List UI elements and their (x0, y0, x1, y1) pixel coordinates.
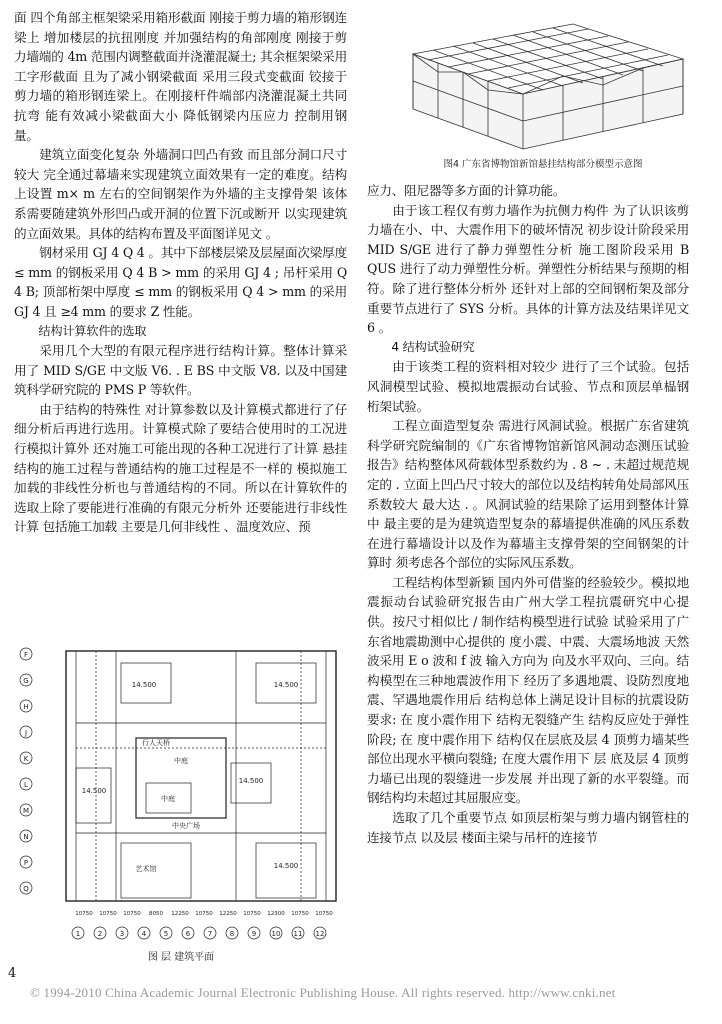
dimension-label: 10750 (123, 911, 141, 917)
dimension-label: 10750 (195, 911, 213, 917)
dimension-label: 12250 (171, 911, 189, 917)
column-axis-label: 5 (163, 930, 169, 938)
column-axis-label: 9 (251, 930, 257, 938)
paragraph: 工程结构体型新颖 国内外可借鉴的经验较少。模拟地震振动台试验研究报告由广州大学工程抗震研究中心提供。按尺寸相似比 / 制作结构模型进行试验 试验采用了广东省地震勘测中心提供的 度小震、中震、大震场地波 天然波采用 E o 波和 f 波 输入方向为 向及水平双向、三向。结构模型在三种地震波作用下 经历了多遇地震、设防烈度地震、罕遇地震作用后 结构总体上满足设计目标的抗震设防要求: 在 度小震作用下 结构无裂缝产生 结构反应处于弹性阶段; 在 度中震作用下 结构仅在层底及层 4 顶剪力墙某些部位出现水平横向裂缝; 在度大震作用下 层 底及层 4 顶剪力墙已出现的裂缝进一步发展 并出现了新的水平裂缝。而钢结构均未超过其屈服应变。 (367, 574, 689, 806)
row-axis-label: Q (23, 885, 29, 893)
paragraph: 面 四个角部主框架梁采用箱形截面 刚接于剪力墙的箱形钢连梁上 增加楼层的抗扭刚度 并加强结构的角部刚度 刚接于剪力墙端的 4m 范围内调整截面并浇灌混凝土; 其余框架梁采用工字形截面 且为了减小钢梁截面 采用三段式变截面 铰接于剪力墙的箱形钢连梁上。在刚接杆件端部内浇灌混凝土共同抗弯 能有效减小梁截面大小 降低钢梁内压应力 控制用钢量。 (14, 10, 347, 143)
row-axis-label: N (23, 833, 29, 841)
paragraph: 由于该类工程的资料相对较少 进行了三个试验。包括风洞模型试验、模拟地震振动台试验、节点和顶层单榀钢桁架试验。 (367, 359, 689, 414)
room-label: 14.500 (131, 681, 157, 689)
section-heading: 4 结构试验研究 (391, 339, 475, 354)
column-axis-label: 3 (119, 930, 125, 938)
paragraph: 由于该工程仅有剪力墙作为抗侧力构件 为了认识该剪力墙在小、中、大震作用下的破坏情况 初步设计阶段采用 MID S/GE 进行了静力弹塑性分析 施工图阶段采用 B QUS 进行了动力弹塑性分析。弹塑性分析结果与预期的相符。除了进行整体分析外 还针对上部的空间钢桁架及部分重要节点进行了 SYS 分析。具体的计算方法及结果详见文 6 。 (367, 202, 689, 336)
row-axis-label: F (23, 651, 29, 659)
column-axis-label: 10 (271, 930, 281, 938)
room-label: 艺术馆 (135, 865, 157, 873)
right-text-column (367, 181, 689, 847)
paragraph: 工程立面造型复杂 需进行风洞试验。根据广东省建筑科学研究院编制的《广东省博物馆新馆风洞动态测压试验报告》结构整体风荷载体型系数约为 . 8 ~ . 未超过规范规定的 . 立面上凹凸尺寸较大的部位以及结构转角处局部风压系数较大 最大达 . 。风洞试验的结果除了运用到整体计算中 最主要的是为建筑造型复杂的幕墙提供准确的风压系数 在进行幕墙设计以及作为幕墙主支撑骨架的空间钢架的计算时 须考虑各个部位的实际风压系数。 (367, 418, 689, 571)
room-label: 14.500 (81, 787, 107, 795)
row-axis-label: K (23, 755, 29, 763)
column-axis-label: 12 (315, 930, 325, 938)
room-label: 中庭 (161, 795, 175, 803)
column-axis-label: 4 (141, 930, 147, 938)
room-label: 行人天桥 (142, 739, 170, 747)
dimension-label: 8050 (149, 911, 163, 917)
column-axis-label: 7 (207, 930, 213, 938)
row-axis-label: G (23, 677, 29, 685)
column-axis-label: 8 (229, 930, 235, 938)
dimension-label: 10750 (99, 911, 117, 917)
room-label: 14.500 (273, 862, 299, 870)
row-axis-label: H (23, 703, 29, 711)
left-text-column (14, 8, 347, 537)
room-label: 中央广场 (172, 822, 200, 830)
dimension-label: 10750 (75, 911, 93, 917)
dimension-label: 10750 (243, 911, 261, 917)
paragraph: 选取了几个重要节点 如顶层桁架与剪力墙内钢管柱的连接节点 以及层 楼面主梁与吊杆的连接节 (367, 810, 689, 845)
room-labels (82, 681, 299, 873)
paragraph: 建筑立面变化复杂 外墙洞口凹凸有致 而且部分洞口尺寸较大 完全通过幕墙来实现建筑立面效果有一定的难度。结构上设置 m× m 左右的空间钢架作为外墙的主支撑骨架 该体系需要随建筑外形凹凸或开洞的位置下沉或断开 以实现建筑的立面效果。具体的结构布置及平面图详见文 。 (14, 147, 347, 241)
column-axis-label: 6 (185, 930, 191, 938)
figure4-caption: 图4 广东省博物馆新馆悬挂结构部分模型示意图 (443, 159, 643, 170)
floor-plan-caption: 图 层 建筑平面 (147, 952, 215, 963)
paragraph: 钢材采用 GJ 4 Q 4 。其中下部楼层梁及层屋面次梁厚度 ≤ mm 的钢板采用 Q 4 B > mm 的采用 GJ 4 ; 吊杆采用 Q 4 B; 顶部桁架中厚度 ≤ mm 的钢板采用 Q 4 > mm 的采用 GJ 4 且 ≥4 mm 的要求 Z 性能。 (14, 245, 347, 319)
room-label: 中庭 (174, 757, 188, 765)
row-axis-labels (20, 648, 32, 894)
structure-model-drawing (393, 14, 693, 154)
paragraph: 由于结构的特殊性 对计算参数以及计算模式都进行了仔细分析后再进行选用。计算模式除了要结合使用时的工况进行模拟计算外 还对施工可能出现的各种工况进行了计算 悬挂结构的施工过程与普通结构的施工过程是不一样的 模拟施工加载的非线性分析也与普通结构的不同。所以在计算软件的选取上除了要能进行准确的有限元分析外 还要能进行非线性计算 包括施工加载 主要是几何非线性 、温度效应、预 (14, 401, 347, 535)
room-label: 14.500 (238, 777, 264, 785)
copyright-footer: © 1994-2010 China Academic Journal Electronic Publishing House. All rights reserved. http://www.cnki.net (30, 985, 616, 1000)
row-axis-label: P (23, 859, 29, 867)
row-axis-label: M (22, 807, 30, 815)
dimension-label: 12250 (219, 911, 237, 917)
column-axis-label: 2 (97, 930, 103, 938)
dimension-label: 12300 (267, 911, 285, 917)
section-heading: 结构计算软件的选取 (38, 323, 147, 338)
paragraph: 采用几个大型的有限元程序进行结构计算。整体计算采用了 MID S/GE 中文版 V6. . E BS 中文版 V8. 以及中国建筑科学研究院的 PMS P 等软件。 (14, 343, 347, 398)
floor-plan-drawing (16, 643, 346, 948)
column-axis-label: 1 (75, 930, 81, 938)
dimension-labels (75, 911, 333, 917)
row-axis-label: J (24, 729, 28, 737)
floor-plan-figure (16, 643, 346, 953)
dimension-label: 10750 (315, 911, 333, 917)
room-label: 14.500 (273, 681, 299, 689)
structure-model-figure (393, 14, 693, 154)
dimension-label: 10750 (291, 911, 309, 917)
page-number: 4 (8, 966, 17, 981)
column-axis-label: 11 (293, 930, 303, 938)
paragraph: 应力、阻尼器等多方面的计算功能。 (367, 183, 566, 198)
row-axis-label: L (24, 781, 28, 789)
column-axis-labels (72, 927, 326, 939)
